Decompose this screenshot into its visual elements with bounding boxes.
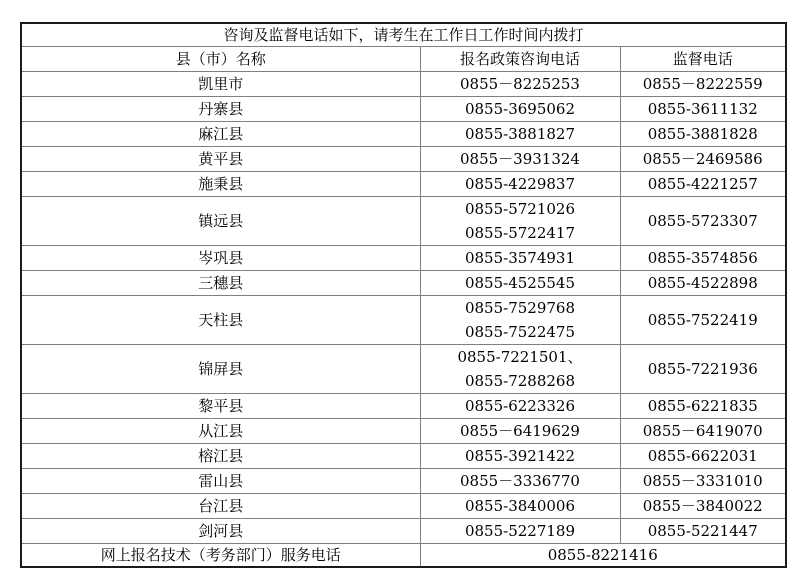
- supervise-phone: 0855-7522419: [620, 296, 786, 345]
- column-header-supervise-phone: 监督电话: [620, 47, 786, 72]
- table-row: [21, 72, 786, 97]
- table-body: [21, 72, 786, 544]
- county-name: 岑巩县: [21, 246, 420, 271]
- supervise-phone: 0855-6622031: [620, 444, 786, 469]
- supervise-phone: 0855-6221835: [620, 394, 786, 419]
- phone-number-line: 0855-7529768: [464, 299, 576, 317]
- phone-number-line: 0855-5721026: [464, 200, 576, 218]
- supervise-phone: 0855-7221936: [620, 345, 786, 394]
- table-row: [21, 197, 786, 246]
- county-name: 施秉县: [21, 172, 420, 197]
- table-row: [21, 122, 786, 147]
- phone-number-line: 0855-4525545: [464, 274, 576, 292]
- table-row: [21, 519, 786, 544]
- consult-phone: [420, 444, 620, 469]
- table-row: [21, 469, 786, 494]
- county-name: 台江县: [21, 494, 420, 519]
- phone-number-line: 0855-3695062: [464, 100, 576, 118]
- phone-number-line: 0855-3881827: [464, 125, 576, 143]
- consult-phone: [420, 122, 620, 147]
- supervise-phone: 0855-3881828: [620, 122, 786, 147]
- county-name: 黎平县: [21, 394, 420, 419]
- supervise-phone: 0855-3611132: [620, 97, 786, 122]
- consult-phone: [420, 494, 620, 519]
- supervise-phone: 0855－2469586: [620, 147, 786, 172]
- county-name: 麻江县: [21, 122, 420, 147]
- table-row: [21, 494, 786, 519]
- phone-number-line: 0855-5227189: [464, 522, 576, 540]
- phone-directory-table: [20, 22, 787, 568]
- supervise-phone: 0855－3840022: [620, 494, 786, 519]
- supervise-phone: 0855-4221257: [620, 172, 786, 197]
- table-row: [21, 345, 786, 394]
- phone-number-line: 0855-7221501、: [457, 348, 583, 366]
- supervise-phone: 0855-5221447: [620, 519, 786, 544]
- consult-phone: [420, 72, 620, 97]
- supervise-phone: 0855-4522898: [620, 271, 786, 296]
- table-row: [21, 394, 786, 419]
- county-name: 黄平县: [21, 147, 420, 172]
- consult-phone: [420, 419, 620, 444]
- phone-number-line: 0855－3336770: [460, 472, 580, 490]
- consult-phone: [420, 246, 620, 271]
- county-name: 榕江县: [21, 444, 420, 469]
- consult-phone: [420, 271, 620, 296]
- table-title: 咨询及监督电话如下，请考生在工作日工作时间内拨打: [21, 23, 786, 47]
- table-row: [21, 246, 786, 271]
- column-header-consult-phone: 报名政策咨询电话: [420, 47, 620, 72]
- county-name: 凯里市: [21, 72, 420, 97]
- table-header-row: [21, 47, 786, 72]
- phone-number-line: 0855-6223326: [464, 397, 576, 415]
- table-row: [21, 296, 786, 345]
- county-name: 雷山县: [21, 469, 420, 494]
- county-name: 镇远县: [21, 197, 420, 246]
- phone-number-line: 0855－3931324: [460, 150, 580, 168]
- county-name: 三穗县: [21, 271, 420, 296]
- column-header-county: 县（市）名称: [21, 47, 420, 72]
- consult-phone: [420, 296, 620, 345]
- phone-number-line: 0855-7522475: [464, 323, 576, 341]
- table-row: [21, 419, 786, 444]
- footer-label: 网上报名技术（考务部门）服务电话: [21, 544, 420, 568]
- phone-number-line: 0855－8225253: [460, 75, 580, 93]
- supervise-phone: 0855-5723307: [620, 197, 786, 246]
- supervise-phone: 0855－8222559: [620, 72, 786, 97]
- supervise-phone: 0855－6419070: [620, 419, 786, 444]
- county-name: 剑河县: [21, 519, 420, 544]
- phone-number-line: 0855-4229837: [464, 175, 576, 193]
- phone-number-line: 0855-5722417: [464, 224, 576, 242]
- consult-phone: [420, 97, 620, 122]
- phone-number-line: 0855-3840006: [464, 497, 576, 515]
- supervise-phone: 0855-3574856: [620, 246, 786, 271]
- phone-number-line: 0855-7288268: [464, 372, 576, 390]
- table-row: [21, 147, 786, 172]
- table-row: [21, 444, 786, 469]
- table-row: [21, 172, 786, 197]
- consult-phone: [420, 519, 620, 544]
- phone-number-line: 0855-3574931: [464, 249, 576, 267]
- table-row: [21, 97, 786, 122]
- table-row: [21, 271, 786, 296]
- county-name: 天柱县: [21, 296, 420, 345]
- consult-phone: [420, 172, 620, 197]
- table-footer-row: [21, 544, 786, 568]
- phone-number-line: 0855－6419629: [460, 422, 580, 440]
- consult-phone: [420, 147, 620, 172]
- table-title-row: [21, 23, 786, 47]
- consult-phone: [420, 197, 620, 246]
- footer-phone: 0855-8221416: [420, 544, 786, 568]
- consult-phone: [420, 345, 620, 394]
- supervise-phone: 0855－3331010: [620, 469, 786, 494]
- consult-phone: [420, 469, 620, 494]
- county-name: 从江县: [21, 419, 420, 444]
- county-name: 丹寨县: [21, 97, 420, 122]
- consult-phone: [420, 394, 620, 419]
- county-name: 锦屏县: [21, 345, 420, 394]
- phone-number-line: 0855-3921422: [464, 447, 576, 465]
